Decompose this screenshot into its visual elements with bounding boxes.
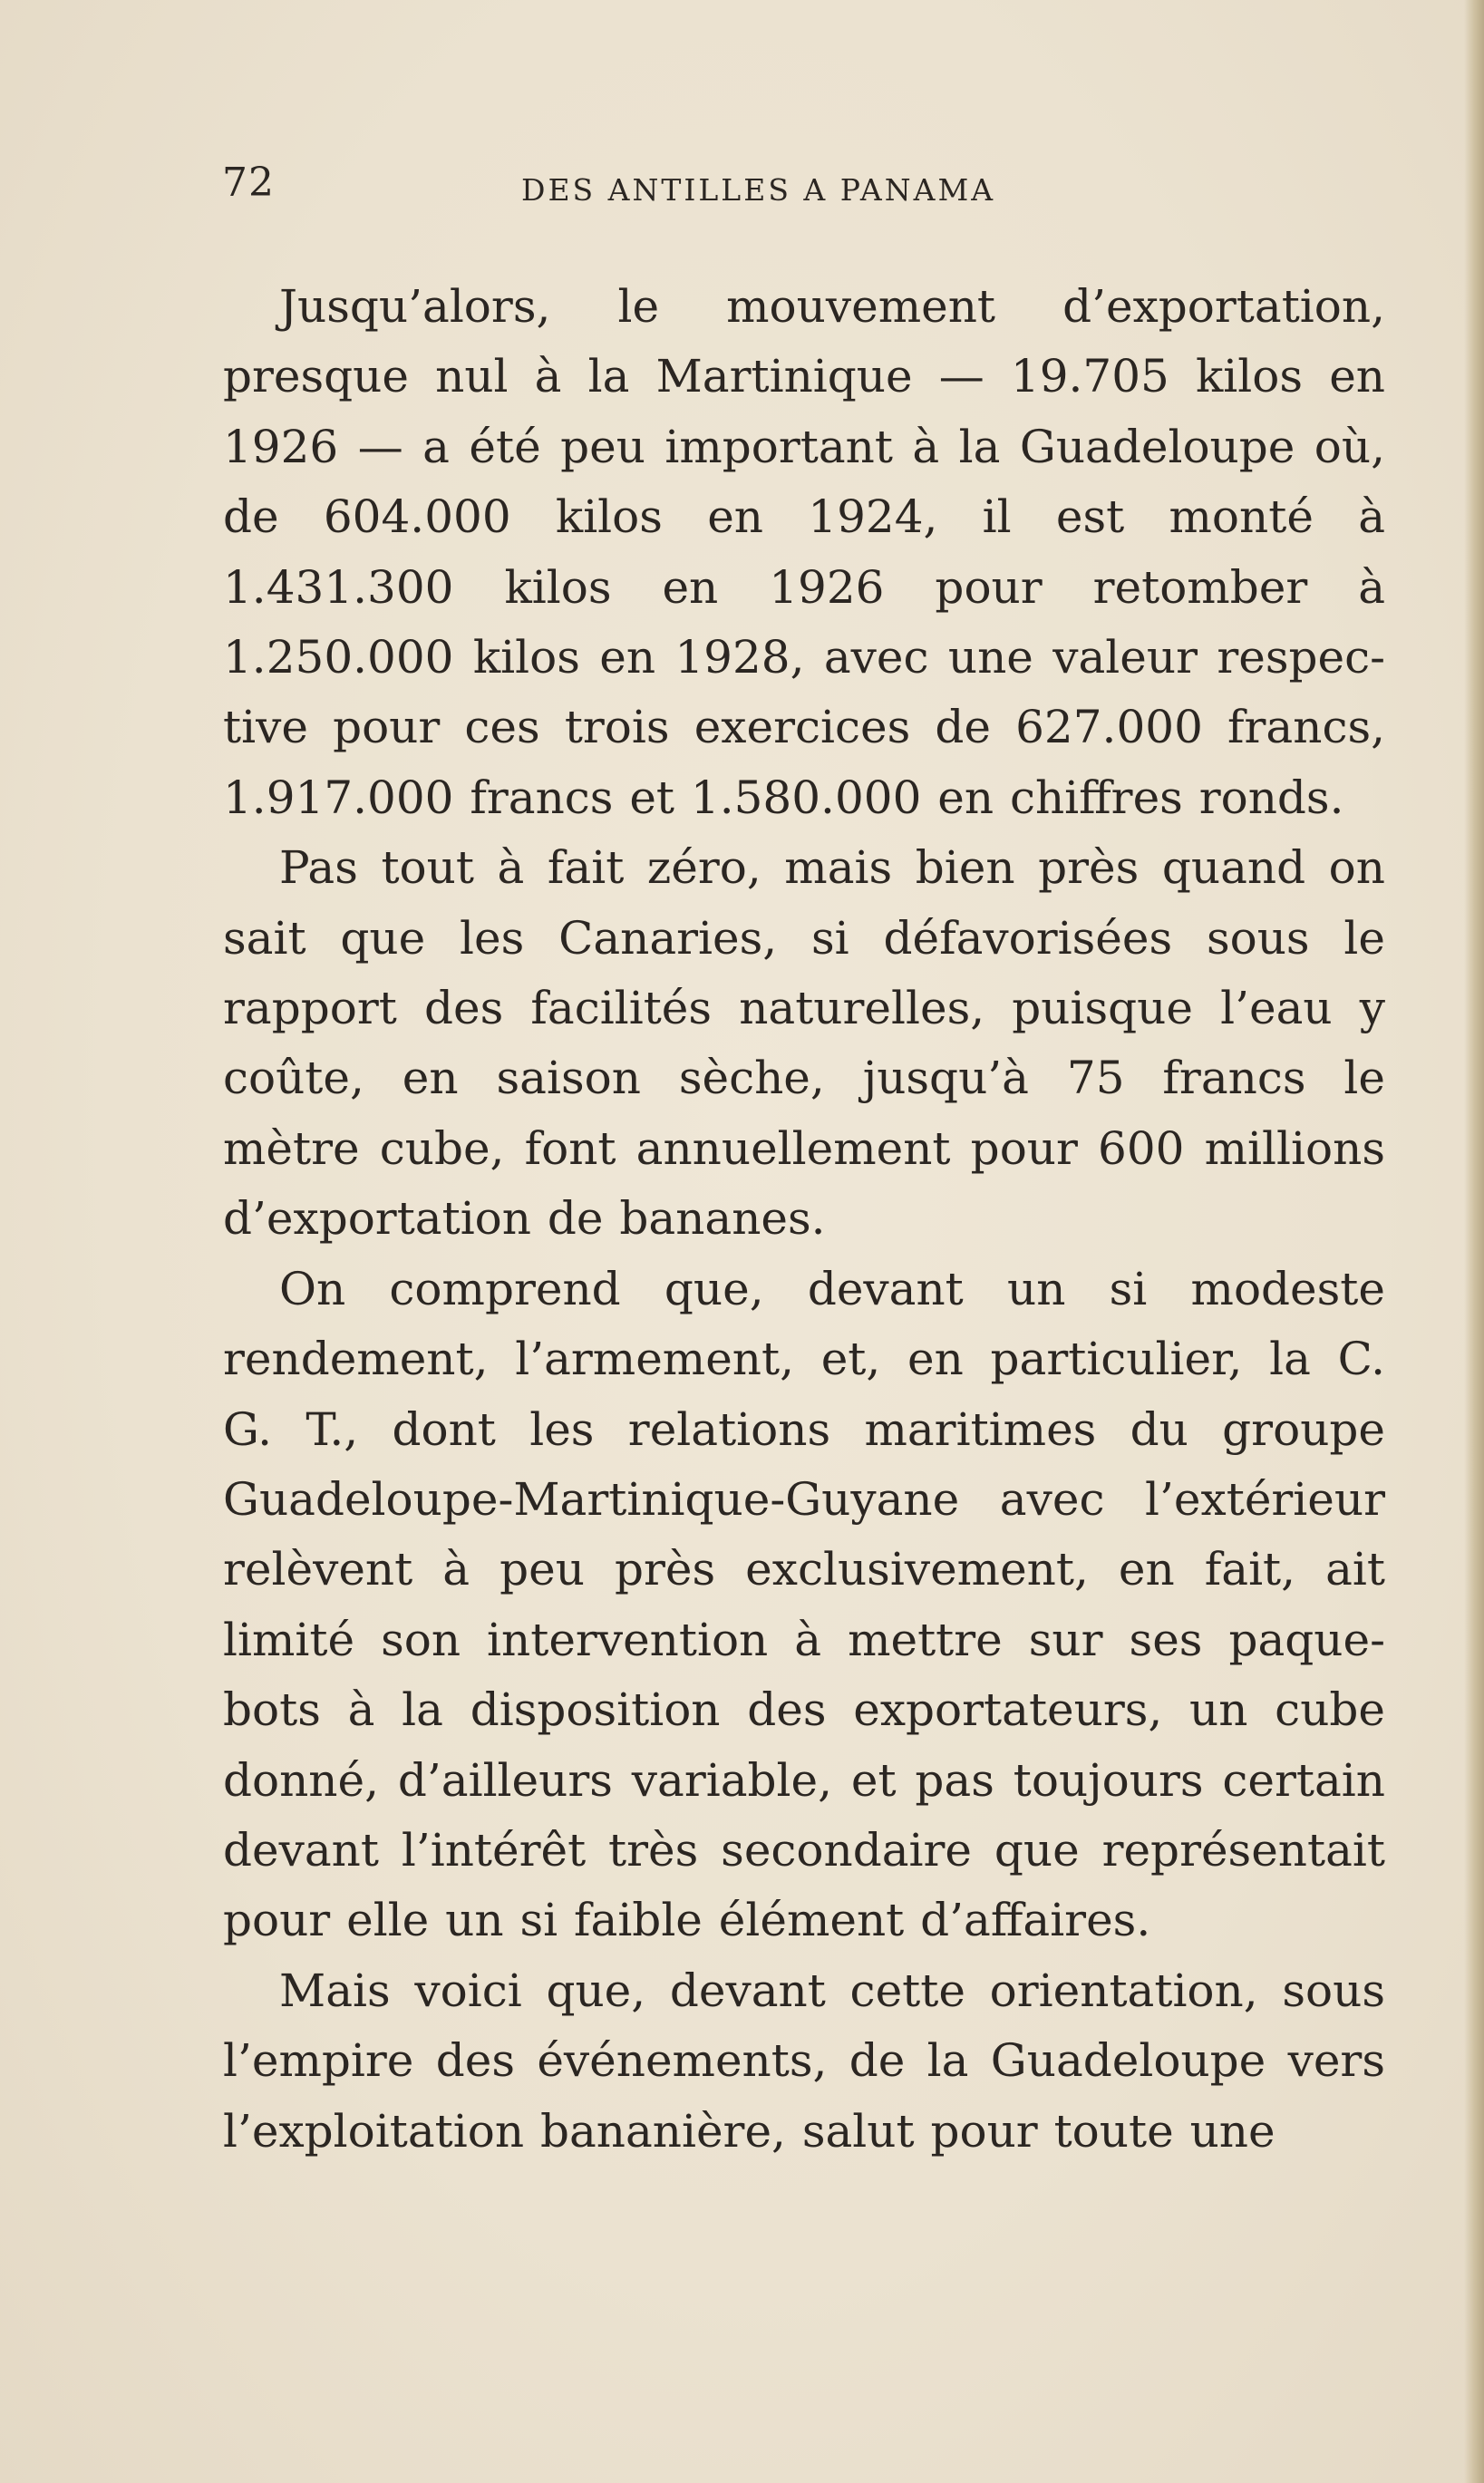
paragraph-3: On comprend que, devant un si modeste rendement, l’armement, et, en particulier, la C. G. T., dont les relations maritimes du groupe Guadeloupe-Martinique-Guyane avec l’extérieur relèvent à peu près exclusivement, en fait, ait limité son intervention à mettre sur ses paquebots à la disposition des exportateurs, un cube donné, d’ailleurs variable, et pas toujours certain devant l’intérêt très secondaire que représentait pour elle un si faible élément d’affaires. xyxy=(223,1262,1385,1947)
page-number: 72 xyxy=(222,160,275,206)
body-text xyxy=(223,272,1385,2167)
page-edge-shadow xyxy=(1464,0,1484,2483)
paragraph-2: Pas tout à fait zéro, mais bien près quand on sait que les Canaries, si défavorisées sous le rapport des facilités naturelles, puisque l’eau y coûte, en saison sèche, jusqu’à 75 francs le mètre cube, font annuellement pour 600 millions d’exportation de bananes. xyxy=(223,841,1385,1246)
page-header xyxy=(222,160,1092,214)
paragraph-1: Jusqu’alors, le mouvement d’exportation, presque nul à la Martinique — 19.705 kilos en 1926 — a été peu important à la Guadeloupe où, de 604.000 kilos en 1924, il est monté à 1.431.300 kilos en 1926 pour retomber à 1.250.000 kilos en 1928, avec une valeur respective pour ces trois exercices de 627.000 francs, 1.917.000 francs et 1.580.000 en chiffres ronds. xyxy=(223,280,1385,824)
running-title: DES ANTILLES A PANAMA xyxy=(521,172,996,208)
paragraph-4: Mais voici que, devant cette orientation, sous l’empire des événements, de la Guadeloupe vers l’exploitation bananière, salut pour toute une xyxy=(223,1964,1385,2158)
